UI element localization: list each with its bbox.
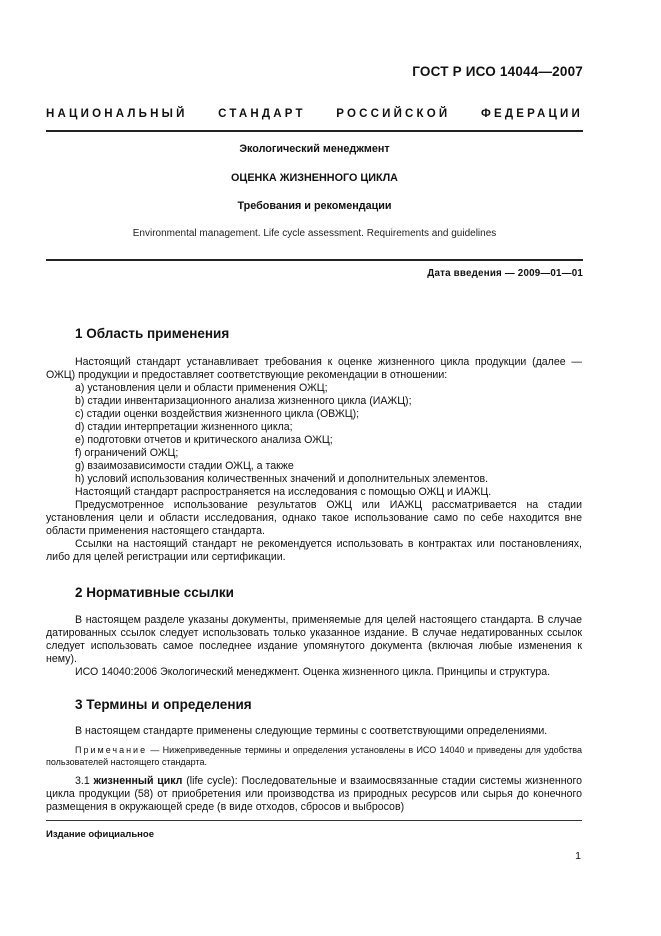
footer-divider [46, 820, 582, 821]
normative-reference: ИСО 14040:2006 Экологический менеджмент. Оценка жизненного цикла. Принципы и структура. [75, 666, 551, 678]
term-english: (life cycle): [186, 775, 238, 787]
section-3-note [46, 745, 582, 768]
section-1-body [46, 356, 582, 564]
section-2-para-1: В настоящем разделе указаны документы, применяемые для целей настоящего стандарта. В случае датированных ссылок следует использовать только указанное издание. В случае недатированных ссылок следует использовать самое последнее издание упомянутого документа (включая любые изменения к нему). [46, 614, 582, 665]
section-1-intro: Настоящий стандарт устанавливает требования к оценке жизненного цикла продукции (далее — ОЖЦ) продукции и предоставляет соответствующие рекомендации в отношении: [46, 356, 582, 381]
scope-item-g: g) взаимозависимости стадии ОЖЦ, а также [75, 460, 294, 472]
national-standard-banner: НАЦИОНАЛЬНЫЙ СТАНДАРТ РОССИЙСКОЙ ФЕДЕРАЦИИ [46, 108, 583, 120]
section-2-heading: 2 Нормативные ссылки [75, 585, 234, 600]
scope-item-c: c) стадии оценки воздействия жизненного цикла (ОВЖЦ); [75, 408, 360, 420]
section-2-body [46, 614, 582, 679]
header-divider [46, 130, 583, 132]
section-1-para-3: Ссылки на настоящий стандарт не рекомендуется использовать в контрактах или постановлениях, либо для целей регистрации или сертификации. [46, 538, 582, 563]
document-code: ГОСТ Р ИСО 14044—2007 [412, 64, 583, 79]
edition-label: Издание официальное [46, 829, 154, 840]
scope-item-h: h) условий использования количественных значений и дополнительных элементов. [75, 473, 489, 485]
section-3-para-1: В настоящем стандарте применены следующие термины с соответствующими определениями. [75, 725, 548, 737]
term-definition [46, 775, 582, 814]
scope-item-f: f) ограничений ОЖЦ; [75, 447, 179, 459]
term-name: жизненный цикл [93, 775, 183, 787]
scope-item-d: d) стадии интерпретации жизненного цикла; [75, 421, 293, 433]
standard-subject: Экологический менеджмент [239, 143, 390, 155]
note-label: Примечание [75, 745, 148, 755]
page-number: 1 [575, 850, 581, 862]
introduction-date: Дата введения — 2009—01—01 [427, 268, 583, 279]
scope-item-e: e) подготовки отчетов и критического анализа ОЖЦ; [75, 434, 333, 446]
section-3-intro [46, 725, 582, 738]
standard-title: ОЦЕНКА ЖИЗНЕННОГО ЦИКЛА [231, 172, 398, 184]
scope-item-a: a) установления цели и области применения ОЖЦ; [75, 382, 328, 394]
section-1-para-2: Предусмотренное использование результатов ОЖЦ или ИАЖЦ рассматривается на стадии установления цели и области исследования, однако такое использование само по себе находится вне области применения настоящего стандарта. [46, 499, 582, 537]
section-3-heading: 3 Термины и определения [75, 697, 252, 712]
term-number: 3.1 [75, 775, 90, 787]
term-definition-text: Последовательные и взаимосвязанные стадии системы жизненного цикла продукции (58) от приобретения или производства из природных ресурсов или сырья до конечного размещения в окружающей среде (в виде отходов, сбросов и выбросов) [46, 775, 582, 813]
section-1-heading: 1 Область применения [75, 326, 230, 341]
scope-item-b: b) стадии инвентаризационного анализа жизненного цикла (ИАЖЦ); [75, 395, 412, 407]
english-title: Environmental management. Life cycle assessment. Requirements and guidelines [132, 228, 497, 239]
title-divider [46, 259, 583, 261]
section-1-para-1: Настоящий стандарт распространяется на исследования с помощью ОЖЦ и ИАЖЦ. [75, 486, 492, 498]
note-text: — Нижеприведенные термины и определения установлены в ИСО 14040 и приведены для удобства пользователей настоящего стандарта. [46, 745, 582, 767]
standard-subtitle: Требования и рекомендации [237, 200, 392, 212]
